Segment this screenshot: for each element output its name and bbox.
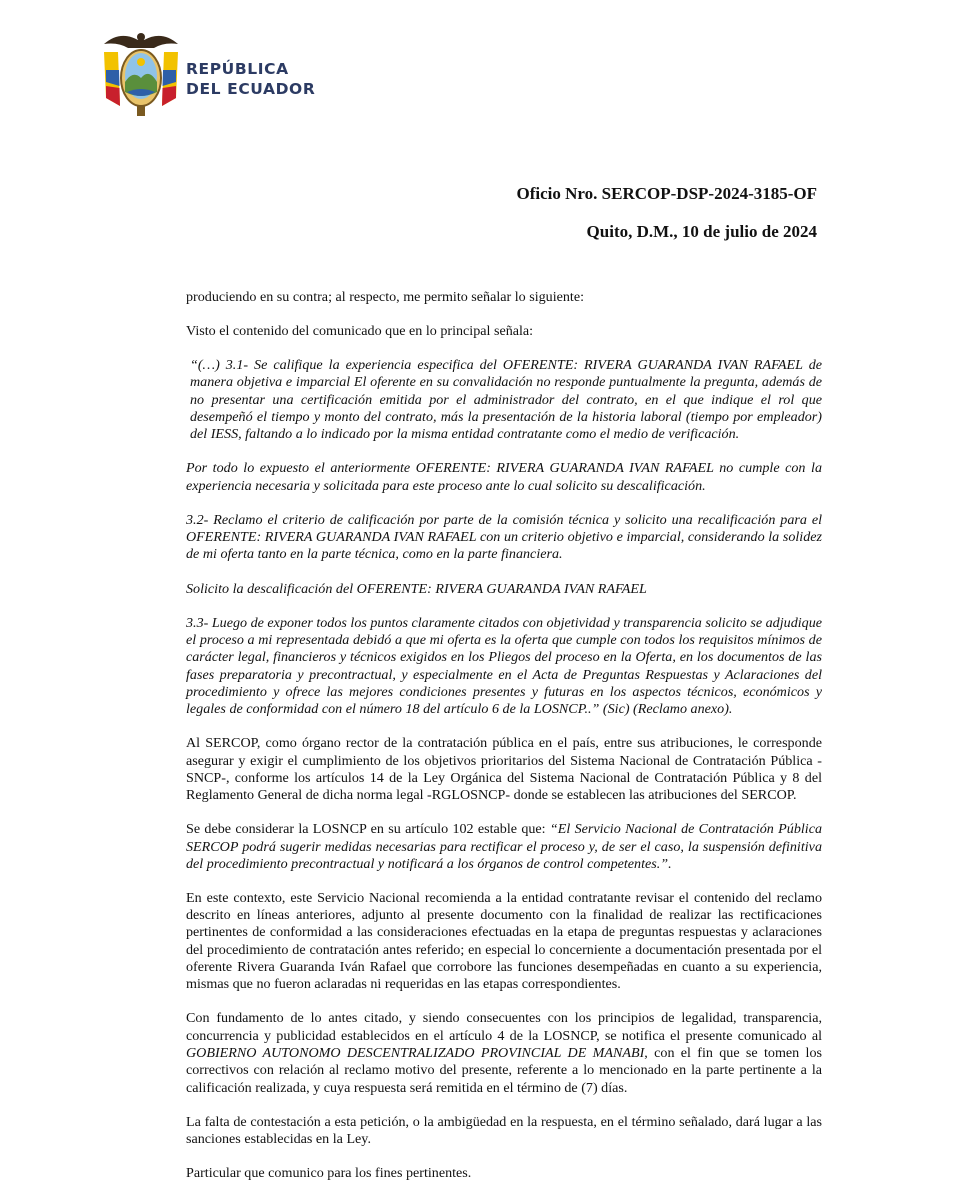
coat-of-arms-icon [100, 26, 182, 118]
quoted-paragraph: Por todo lo expuesto el anteriormente OFERENTE: RIVERA GUARANDA IVAN RAFAEL no cumple con la experiencia necesaria y solicitada para este proceso ante lo cual solicito su descalificación. [186, 460, 822, 494]
paragraph: La falta de contestación a esta petición, o la ambigüedad en la respuesta, en el término señalado, dará lugar a las sanciones establecidas en la Ley. [186, 1113, 822, 1148]
paragraph [186, 821, 822, 873]
document-date: Quito, D.M., 10 de julio de 2024 [586, 222, 817, 241]
law-quote: “El Servicio Nacional de Contratación Pública SERCOP podrá sugerir medidas necesarias para rectificar el proceso y, de ser el caso, la suspensión definitiva del procedimiento precontractual y notificará a los órganos de control competentes.”. [186, 821, 822, 872]
paragraph-text: , con el fin que se tomen los correctivos con relación al reclamo motivo del presente, referente a lo mencionado en la parte pertinente a la calificación realizada, y cuya respuesta será remitida en el término de (7) días. [186, 1045, 822, 1096]
letter-body [186, 289, 822, 1199]
brand-line-1: REPÚBLICA [186, 60, 289, 78]
paragraph: Visto el contenido del comunicado que en lo principal señala: [186, 323, 534, 340]
brand-text [186, 59, 315, 99]
oficio-number: Oficio Nro. SERCOP-DSP-2024-3185-OF [516, 184, 817, 203]
republica-logo [100, 26, 316, 118]
paragraph: produciendo en su contra; al respecto, me permito señalar lo siguiente: [186, 289, 585, 305]
paragraph: Particular que comunico para los fines pertinentes. [186, 1165, 472, 1182]
quoted-paragraph: 3.2- Reclamo el criterio de calificación por parte de la comisión técnica y solicito una recalificación para el OFERENTE: RIVERA GUARANDA IVAN RAFAEL con un criterio objetivo e imparcial, considerando la solidez de mi oferta tanto en la parte técnica, como en la parte financiera. [186, 511, 822, 563]
paragraph-text: Se debe considerar la LOSNCP en su artículo 102 estable que: [186, 821, 550, 838]
quoted-paragraph: 3.3- Luego de exponer todos los puntos claramente citados con objetividad y transparencia solicito se adjudique el proceso a mi representada debidó a que mi oferta es la oferta que cumple con todos los requisitos mínimos de carácter legal, financieros y técnicos exigidos en los Pliegos del proceso en la Oferta, en los documentos de las fases preparatoria y precontractual, y especialmente en el Acta de Preguntas Respuestas y Aclaraciones del procedimiento y ofrece las mejores condiciones presentes y futuras en los aspectos técnicos, económicos y legales de conformidad con el número 18 del artículo 6 de la LOSNCP..” (Sic) (Reclamo anexo). [186, 614, 822, 718]
entity-name: GOBIERNO AUTONOMO DESCENTRALIZADO PROVINCIAL DE MANABI [186, 1045, 645, 1062]
paragraph [186, 1010, 822, 1096]
quoted-paragraph: Solicito la descalificación del OFERENTE: RIVERA GUARANDA IVAN RAFAEL [186, 580, 647, 597]
paragraph: En este contexto, este Servicio Nacional recomienda a la entidad contratante revisar el contenido del reclamo descrito en líneas anteriores, adjunto al presente documento con la finalidad de realizar las rectificaciones pertinentes de conformidad a las consideraciones efectuadas en la etapa de preguntas respuestas y aclaraciones del procedimiento de contratación antes referido; en especial lo concerniente a documentación presentada por el oferente Rivera Guaranda Iván Rafael que corrobore las funciones desempeñadas en cuanto a su experiencia, mismas que no fueron aclaradas ni requeridas en las etapas correspondientes. [186, 889, 822, 993]
quoted-paragraph: “(…) 3.1- Se califique la experiencia especifica del OFERENTE: RIVERA GUARANDA IVAN RAFAEL de manera objetiva e imparcial El oferente en su convalidación no responde puntualmente la pregunta, además de no presentar una certificación emitida por el administrador del contrato, en el que indique el rol que desempeñó el tiempo y monto del contrato, más la presentación de la historia laboral (tiempo por empleador) del IESS, faltando a lo indicado por la misma entidad contratante como el medio de verificación. [190, 357, 822, 443]
paragraph-text: Con fundamento de lo antes citado, y siendo consecuentes con los principios de legalidad, transparencia, concurrencia y publicidad establecidos en el artículo 4 de la LOSNCP, se notifica el presente comunicado al [186, 1010, 822, 1044]
paragraph: Al SERCOP, como órgano rector de la contratación pública en el país, entre sus atribuciones, le corresponde asegurar y exigir el cumplimiento de los objetivos prioritarios del Sistema Nacional de Contratación Pública -SNCP-, conforme los artículos 14 de la Ley Orgánica del Sistema Nacional de Contratación Pública y 8 del Reglamento General de dicha norma legal -RGLOSNCP- donde se establecen las atribuciones del SERCOP. [186, 735, 822, 804]
brand-line-2: DEL ECUADOR [186, 80, 316, 98]
